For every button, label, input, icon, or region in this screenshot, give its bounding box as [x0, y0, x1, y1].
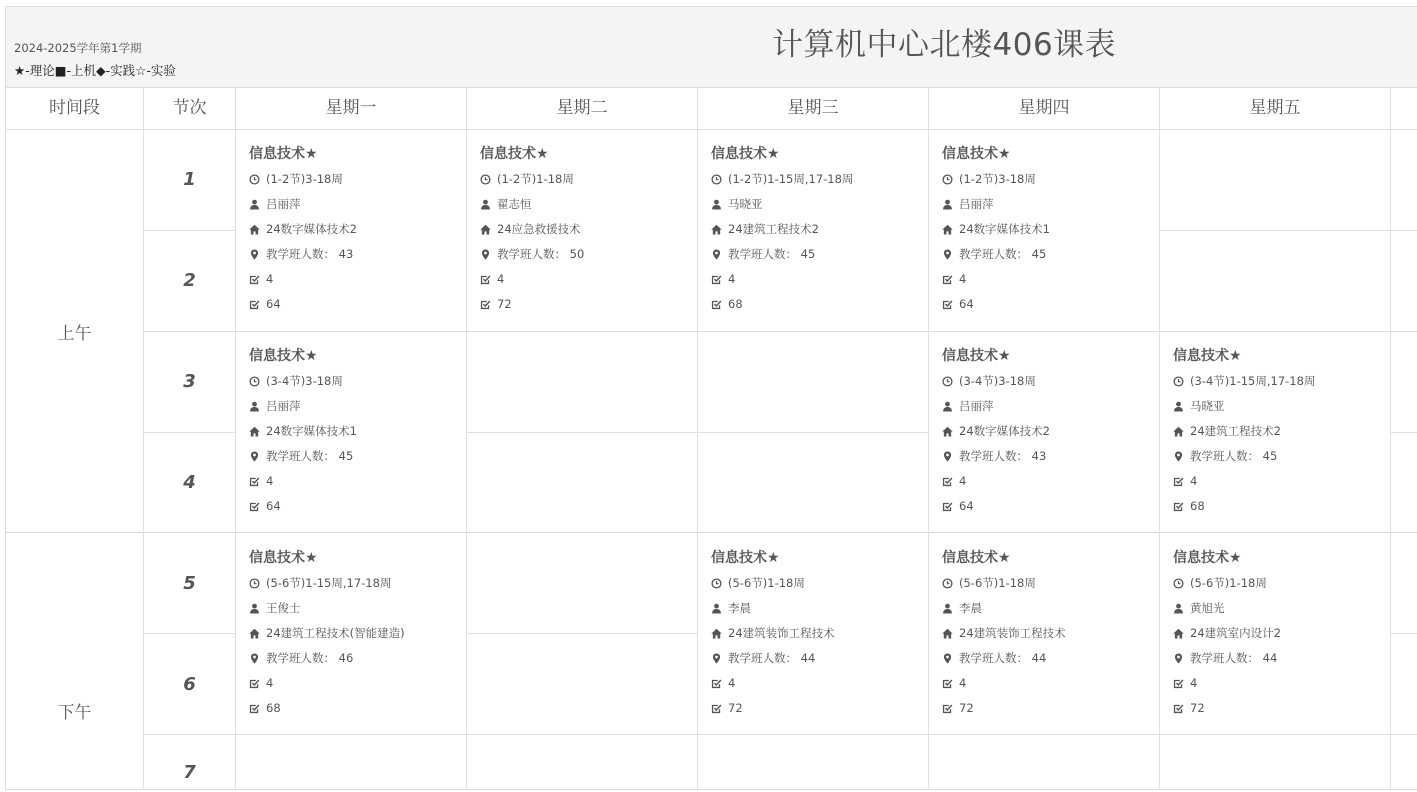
grid-line — [467, 633, 698, 634]
course-name: 信息技术★ — [249, 348, 318, 364]
check-square-icon — [1173, 476, 1184, 487]
clock-icon — [942, 174, 953, 185]
grid-line — [144, 432, 236, 433]
course-teacher-row — [942, 596, 1162, 621]
clock-icon — [249, 578, 260, 589]
grid-line — [144, 230, 236, 231]
column-header-friday: 星期五 — [1249, 98, 1301, 118]
course-time-row — [249, 571, 469, 596]
check-square-icon — [249, 274, 260, 285]
course-student-count: 教学班人数： 45 — [959, 247, 1047, 261]
course-hours: 68 — [728, 297, 743, 311]
course-student-count-row — [480, 242, 700, 267]
course-class: 24建筑装饰工程技术 — [728, 626, 835, 640]
course-hours: 68 — [266, 701, 281, 715]
check-square-icon — [249, 501, 260, 512]
term-label: 2024-2025学年第1学期 — [14, 41, 142, 55]
user-icon — [942, 199, 953, 210]
check-square-icon — [1173, 501, 1184, 512]
course-type-legend: ★-理论■-上机◆-实践☆-实验 — [14, 63, 176, 78]
clock-icon — [942, 376, 953, 387]
course-hours-row — [480, 292, 700, 317]
course-teacher-row — [942, 192, 1162, 217]
user-icon — [711, 199, 722, 210]
course-hours-row — [942, 696, 1162, 721]
course-card[interactable] — [249, 142, 469, 317]
course-hours-row — [942, 292, 1162, 317]
map-marker-icon — [942, 451, 953, 462]
home-icon — [1173, 426, 1184, 437]
course-student-count: 教学班人数： 45 — [266, 449, 354, 463]
slot-number: 3 — [183, 371, 196, 392]
course-credits: 4 — [266, 474, 274, 488]
course-student-count-row — [942, 444, 1162, 469]
home-icon — [249, 628, 260, 639]
check-square-icon — [1173, 703, 1184, 714]
course-teacher-row — [1173, 596, 1393, 621]
column-header-monday: 星期一 — [325, 98, 377, 118]
course-student-count-row — [942, 646, 1162, 671]
course-time-row — [1173, 571, 1393, 596]
course-student-count: 教学班人数： 44 — [728, 651, 816, 665]
grid-line — [144, 633, 236, 634]
course-class-row — [1173, 621, 1393, 646]
course-hours: 64 — [266, 297, 281, 311]
course-teacher: 马晓亚 — [1190, 399, 1225, 413]
course-class: 24建筑工程技术2 — [1190, 424, 1281, 438]
course-hours-row — [1173, 494, 1393, 519]
map-marker-icon — [942, 249, 953, 260]
home-icon — [942, 426, 953, 437]
clock-icon — [480, 174, 491, 185]
course-hours: 72 — [1190, 701, 1205, 715]
course-card[interactable] — [249, 344, 469, 519]
grid-line — [1391, 633, 1417, 634]
course-hours-row — [942, 494, 1162, 519]
user-icon — [480, 199, 491, 210]
home-icon — [711, 628, 722, 639]
course-teacher: 吕丽萍 — [266, 197, 301, 211]
course-credits-row — [249, 671, 469, 696]
course-class: 24建筑工程技术2 — [728, 222, 819, 236]
course-credits: 4 — [1190, 676, 1198, 690]
course-student-count-row — [942, 242, 1162, 267]
course-class-row — [1173, 419, 1393, 444]
course-time-row — [942, 167, 1162, 192]
course-student-count: 教学班人数： 43 — [959, 449, 1047, 463]
course-time: (1-2节)3-18周 — [266, 172, 343, 186]
course-student-count-row — [249, 242, 469, 267]
course-card[interactable] — [249, 546, 469, 721]
course-teacher: 吕丽萍 — [266, 399, 301, 413]
course-time-row — [1173, 369, 1393, 394]
course-credits-row — [942, 671, 1162, 696]
course-time: (3-4节)3-18周 — [266, 374, 343, 388]
course-teacher-row — [249, 596, 469, 621]
home-icon — [1173, 628, 1184, 639]
course-student-count: 教学班人数： 45 — [1190, 449, 1278, 463]
course-class: 24数字媒体技术1 — [266, 424, 357, 438]
course-teacher: 吕丽萍 — [959, 399, 994, 413]
column-header-slot: 节次 — [172, 98, 207, 118]
course-time: (3-4节)1-15周,17-18周 — [1190, 374, 1316, 388]
course-teacher: 马晓亚 — [728, 197, 763, 211]
course-credits-row — [1173, 671, 1393, 696]
grid-line — [144, 734, 1417, 735]
clock-icon — [711, 578, 722, 589]
course-student-count-row — [711, 242, 931, 267]
home-icon — [480, 224, 491, 235]
course-time-row — [942, 369, 1162, 394]
grid-line — [6, 129, 1417, 130]
map-marker-icon — [711, 653, 722, 664]
course-hours: 64 — [959, 499, 974, 513]
check-square-icon — [249, 678, 260, 689]
check-square-icon — [1173, 678, 1184, 689]
course-card[interactable] — [942, 344, 1162, 519]
course-time: (1-2节)1-15周,17-18周 — [728, 172, 854, 186]
course-hours: 72 — [497, 297, 512, 311]
clock-icon — [249, 174, 260, 185]
check-square-icon — [942, 678, 953, 689]
course-teacher-row — [480, 192, 700, 217]
slot-number: 7 — [183, 762, 196, 783]
course-class-row — [249, 217, 469, 242]
course-student-count: 教学班人数： 50 — [497, 247, 585, 261]
course-class-row — [711, 621, 931, 646]
map-marker-icon — [1173, 451, 1184, 462]
course-student-count-row — [711, 646, 931, 671]
course-student-count-row — [249, 646, 469, 671]
course-credits: 4 — [728, 272, 736, 286]
home-icon — [249, 224, 260, 235]
check-square-icon — [480, 299, 491, 310]
course-class: 24数字媒体技术2 — [266, 222, 357, 236]
check-square-icon — [942, 299, 953, 310]
clock-icon — [1173, 578, 1184, 589]
course-student-count: 教学班人数： 45 — [728, 247, 816, 261]
course-student-count-row — [1173, 646, 1393, 671]
course-credits: 4 — [728, 676, 736, 690]
user-icon — [711, 603, 722, 614]
course-credits-row — [942, 267, 1162, 292]
course-student-count-row — [249, 444, 469, 469]
timetable-frame — [5, 6, 1417, 790]
check-square-icon — [711, 274, 722, 285]
course-class: 24应急救援技术 — [497, 222, 581, 236]
course-time: (1-2节)3-18周 — [959, 172, 1036, 186]
slot-number: 6 — [183, 674, 196, 695]
course-hours: 72 — [728, 701, 743, 715]
user-icon — [1173, 401, 1184, 412]
course-card[interactable] — [480, 142, 700, 317]
course-credits: 4 — [959, 272, 967, 286]
page-title: 计算机中心北楼406课表 — [772, 27, 1117, 63]
clock-icon — [249, 376, 260, 387]
grid-line — [6, 532, 1417, 533]
course-credits-row — [249, 267, 469, 292]
course-card[interactable] — [1173, 344, 1393, 519]
grid-line — [1160, 230, 1417, 231]
user-icon — [249, 401, 260, 412]
map-marker-icon — [480, 249, 491, 260]
course-time-row — [480, 167, 700, 192]
check-square-icon — [942, 476, 953, 487]
course-time: (5-6节)1-15周,17-18周 — [266, 576, 392, 590]
slot-number: 1 — [183, 169, 196, 190]
slot-number: 2 — [183, 270, 196, 291]
home-icon — [249, 426, 260, 437]
map-marker-icon — [249, 249, 260, 260]
grid-line — [1391, 432, 1417, 433]
course-card[interactable] — [711, 546, 931, 721]
course-hours: 64 — [266, 499, 281, 513]
check-square-icon — [249, 299, 260, 310]
course-class-row — [249, 419, 469, 444]
course-class-row — [942, 217, 1162, 242]
course-credits-row — [249, 469, 469, 494]
course-time: (3-4节)3-18周 — [959, 374, 1036, 388]
course-name: 信息技术★ — [942, 146, 1011, 162]
course-hours-row — [711, 292, 931, 317]
column-header-thursday: 星期四 — [1018, 98, 1070, 118]
course-time-row — [942, 571, 1162, 596]
user-icon — [942, 401, 953, 412]
column-header-period: 时间段 — [49, 98, 100, 118]
course-hours: 72 — [959, 701, 974, 715]
course-credits: 4 — [497, 272, 505, 286]
course-credits-row — [942, 469, 1162, 494]
course-time: (5-6节)1-18周 — [959, 576, 1036, 590]
course-name: 信息技术★ — [249, 146, 318, 162]
course-student-count: 教学班人数： 44 — [959, 651, 1047, 665]
course-hours-row — [249, 292, 469, 317]
check-square-icon — [711, 678, 722, 689]
course-teacher-row — [249, 394, 469, 419]
home-icon — [942, 628, 953, 639]
course-teacher: 翟志恒 — [497, 197, 532, 211]
map-marker-icon — [249, 451, 260, 462]
course-name: 信息技术★ — [480, 146, 549, 162]
check-square-icon — [711, 299, 722, 310]
course-class-row — [249, 621, 469, 646]
course-credits: 4 — [1190, 474, 1198, 488]
course-student-count: 教学班人数： 46 — [266, 651, 354, 665]
check-square-icon — [711, 703, 722, 714]
course-credits-row — [711, 267, 931, 292]
check-square-icon — [480, 274, 491, 285]
course-student-count: 教学班人数： 44 — [1190, 651, 1278, 665]
course-hours: 64 — [959, 297, 974, 311]
course-time: (5-6节)1-18周 — [1190, 576, 1267, 590]
course-student-count: 教学班人数： 43 — [266, 247, 354, 261]
home-icon — [711, 224, 722, 235]
course-time-row — [249, 369, 469, 394]
course-credits-row — [711, 671, 931, 696]
course-teacher-row — [711, 596, 931, 621]
course-hours: 68 — [1190, 499, 1205, 513]
slot-number: 4 — [183, 472, 196, 493]
course-name: 信息技术★ — [711, 146, 780, 162]
column-header-tuesday: 星期二 — [556, 98, 608, 118]
user-icon — [942, 603, 953, 614]
user-icon — [1173, 603, 1184, 614]
map-marker-icon — [942, 653, 953, 664]
course-credits-row — [480, 267, 700, 292]
user-icon — [249, 603, 260, 614]
grid-line — [144, 331, 1417, 332]
course-time: (1-2节)1-18周 — [497, 172, 574, 186]
clock-icon — [1173, 376, 1184, 387]
course-class-row — [711, 217, 931, 242]
clock-icon — [711, 174, 722, 185]
course-student-count-row — [1173, 444, 1393, 469]
course-teacher: 吕丽萍 — [959, 197, 994, 211]
course-name: 信息技术★ — [942, 348, 1011, 364]
course-teacher: 李晨 — [959, 601, 982, 615]
course-credits: 4 — [959, 474, 967, 488]
grid-line — [467, 432, 929, 433]
timetable-header — [6, 7, 1417, 88]
clock-icon — [942, 578, 953, 589]
column-header-wednesday: 星期三 — [787, 98, 839, 118]
course-class-row — [942, 419, 1162, 444]
course-class-row — [480, 217, 700, 242]
course-teacher-row — [1173, 394, 1393, 419]
check-square-icon — [249, 476, 260, 487]
map-marker-icon — [711, 249, 722, 260]
check-square-icon — [942, 501, 953, 512]
course-card[interactable] — [942, 546, 1162, 721]
course-card[interactable] — [942, 142, 1162, 317]
course-teacher-row — [942, 394, 1162, 419]
user-icon — [249, 199, 260, 210]
course-class: 24数字媒体技术1 — [959, 222, 1050, 236]
course-name: 信息技术★ — [942, 550, 1011, 566]
course-class: 24建筑工程技术(智能建造) — [266, 626, 405, 640]
check-square-icon — [942, 703, 953, 714]
course-teacher-row — [249, 192, 469, 217]
course-credits-row — [1173, 469, 1393, 494]
course-hours-row — [1173, 696, 1393, 721]
course-name: 信息技术★ — [711, 550, 780, 566]
course-time: (5-6节)1-18周 — [728, 576, 805, 590]
course-class: 24数字媒体技术2 — [959, 424, 1050, 438]
course-hours-row — [249, 494, 469, 519]
course-hours-row — [711, 696, 931, 721]
course-class: 24建筑室内设计2 — [1190, 626, 1281, 640]
course-time-row — [249, 167, 469, 192]
check-square-icon — [249, 703, 260, 714]
course-credits: 4 — [266, 272, 274, 286]
period-morning: 上午 — [57, 324, 92, 344]
course-time-row — [711, 167, 931, 192]
course-teacher: 黄旭光 — [1190, 601, 1225, 615]
course-class-row — [942, 621, 1162, 646]
map-marker-icon — [249, 653, 260, 664]
course-credits: 4 — [959, 676, 967, 690]
course-teacher: 李晨 — [728, 601, 751, 615]
slot-number: 5 — [183, 573, 196, 594]
course-hours-row — [249, 696, 469, 721]
course-name: 信息技术★ — [249, 550, 318, 566]
course-name: 信息技术★ — [1173, 550, 1242, 566]
course-teacher-row — [711, 192, 931, 217]
course-class: 24建筑装饰工程技术 — [959, 626, 1066, 640]
period-afternoon: 下午 — [57, 703, 92, 723]
grid-line — [235, 87, 236, 790]
course-teacher: 王俊士 — [266, 601, 301, 615]
course-card[interactable] — [711, 142, 931, 317]
home-icon — [942, 224, 953, 235]
course-card[interactable] — [1173, 546, 1393, 721]
course-credits: 4 — [266, 676, 274, 690]
map-marker-icon — [1173, 653, 1184, 664]
check-square-icon — [942, 274, 953, 285]
course-time-row — [711, 571, 931, 596]
course-name: 信息技术★ — [1173, 348, 1242, 364]
